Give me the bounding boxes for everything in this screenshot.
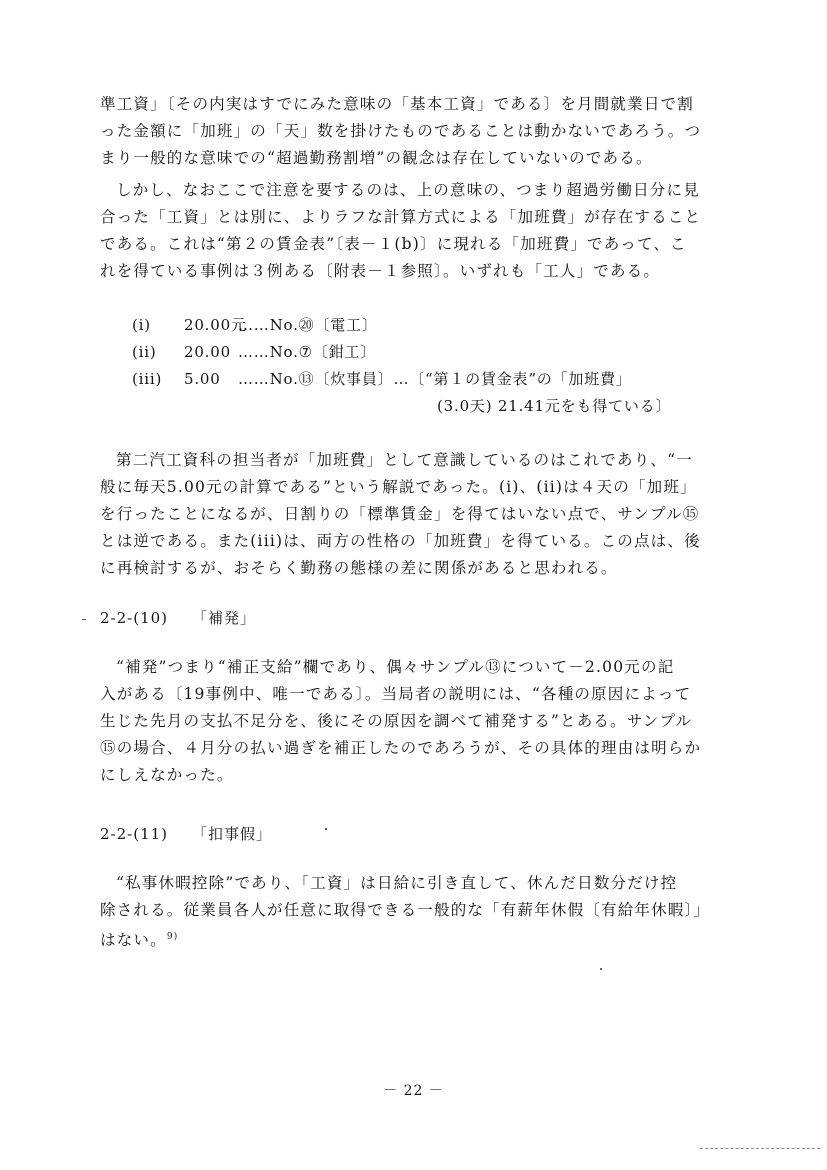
text-line: 生じた先月の支払不足分を、後にその原因を調べて補発する”とある。サンプル [100, 712, 693, 730]
overtime-list [132, 312, 671, 420]
page-number: － 22 － [383, 1083, 444, 1099]
paragraph-4 [100, 654, 740, 789]
scan-speck [600, 968, 602, 970]
scan-mark [82, 619, 86, 620]
text-line: とは逆である。また(iii)は、両方の性格の「加班費」を得ている。この点は、後 [100, 532, 701, 550]
list-item-value: 5.00 [184, 370, 221, 388]
list-item-text: ……No.⑳〔電工〕 [238, 316, 378, 334]
text-line: を行ったことになるが、日割りの「標準賃金」を得てはいない点で、サンプル⑮ [100, 505, 700, 523]
text-line [100, 924, 740, 954]
text-line: ⑮の場合、４月分の払い過ぎを補正したのであろうが、その具体的理由は明らか [100, 739, 702, 757]
text-line-content: はない。 [100, 931, 167, 950]
scan-edge [700, 1148, 820, 1150]
section-title: 「扣事假」 [192, 825, 273, 843]
list-item-number: (iii) [132, 370, 163, 388]
text-line: まり一般的な意味での“超過勤務割増”の観念は存在していないのである。 [100, 149, 653, 167]
list-item-number: (i) [132, 316, 151, 334]
list-item [132, 339, 671, 366]
text-line: 除される。従業員各人が任意に取得できる一般的な「有薪年休假〔有給年休暇〕」 [100, 901, 711, 919]
text-line: に再検討するが、おそらく勤務の態様の差に関係があると思われる。 [100, 559, 618, 577]
section-number: 2-2-(11) [100, 825, 169, 843]
text-line: 入がある〔19事例中、唯一である〕。当局者の説明には、“各種の原因によって [100, 685, 692, 703]
paragraph-2 [100, 177, 740, 285]
list-item [132, 366, 671, 393]
list-item-value: 20.00元 [184, 316, 247, 334]
text-line: “私事休暇控除”であり、「工資」は日給に引き直して、休んだ日数分だけ控 [116, 874, 678, 892]
list-item-number: (ii) [132, 343, 157, 361]
scan-speck [325, 828, 327, 830]
section-title: 「補発」 [192, 609, 257, 627]
list-item [132, 312, 671, 339]
section-heading-2-2-11 [100, 823, 272, 844]
paragraph-5 [100, 870, 740, 954]
text-line: である。これは“第２の賃金表”〔表－１(b)〕に現れる「加班費」であって、こ [100, 235, 687, 253]
text-line: “補発”つまり“補正支給”欄であり、偶々サンプル⑬について－2.00元の記 [116, 658, 675, 676]
paragraph-3 [100, 447, 740, 582]
text-line: れを得ている事例は３例ある〔附表－１参照〕。いずれも「工人」である。 [100, 262, 661, 280]
paragraph-1 [100, 91, 740, 172]
list-item-continuation: (3.0天) 21.41元をも得ている〕 [437, 397, 672, 415]
text-line: 準工資」〔その内実はすでにみた意味の「基本工資」である〕を月間就業日で割 [100, 95, 694, 113]
text-line: った金額に「加班」の「天」数を掛けたものであることは動かないであろう。つ [100, 122, 702, 140]
list-item-text: ……No.⑦〔鉗工〕 [238, 343, 377, 361]
text-line: 般に毎天5.00元の計算である”という解説であった。(i)、(ii)は４天の「加班」 [100, 478, 697, 496]
section-number: 2-2-(10) [100, 609, 169, 627]
list-item-value: 20.00 [184, 343, 231, 361]
text-line: にしえなかった。 [100, 766, 234, 784]
section-heading-2-2-10 [100, 607, 256, 628]
text-line: しかし、なおここで注意を要するのは、上の意味の、つまり超過労働日分に見 [116, 181, 700, 199]
text-line: 合った「工資」とは別に、よりラフな計算方式による「加班費」が存在すること [100, 208, 702, 226]
list-item-text: ……No.⑬〔炊事員〕…〔“第１の賃金表”の「加班費」 [238, 370, 632, 388]
footnote-marker: 9) [166, 932, 179, 942]
text-line: 第二汽工資科の担当者が「加班費」として意識しているのはこれであり、“一 [116, 451, 693, 469]
